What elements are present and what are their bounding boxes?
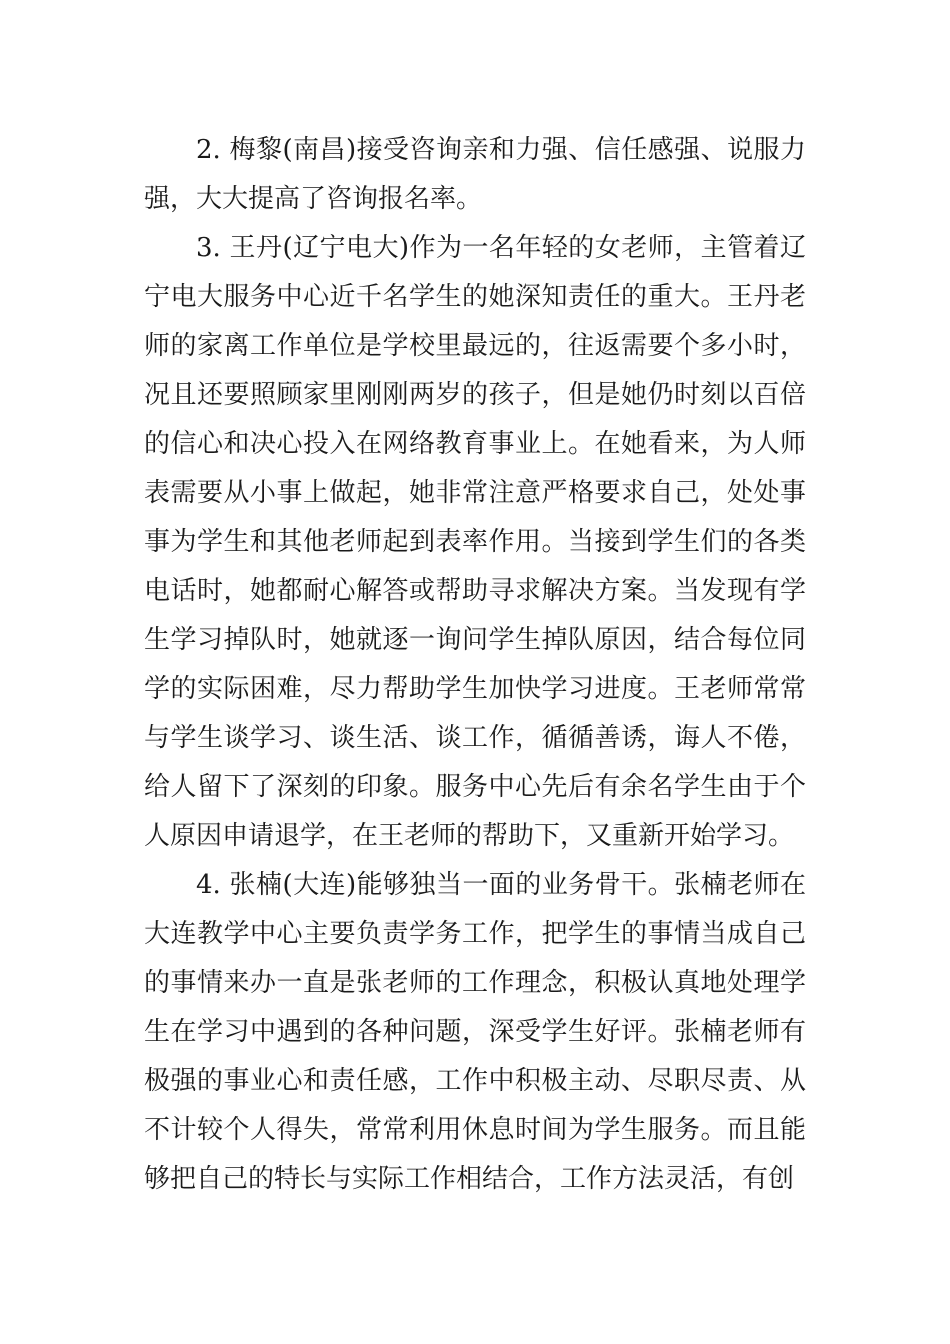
paragraph-zhangnan: 4. 张楠(大连)能够独当一面的业务骨干。张楠老师在大连教学中心主要负责学务工作，把学生的事情当成自己的事情来办一直是张老师的工作理念，积极认真地处理学生在学习中遇到的各种问题，深受学生好评。张楠老师有极强的事业心和责任感，工作中积极主动、尽职尽责、从不计较个人得失，常常利用休息时间为学生服务。而且能够把自己的特长与实际工作相结合，工作方法灵活，有创 — [144, 870, 806, 1194]
paragraph-meili: 2. 梅黎(南昌)接受咨询亲和力强、信任感强、说服力强，大大提高了咨询报名率。 — [144, 135, 806, 214]
paragraph-wangdan: 3. 王丹(辽宁电大)作为一名年轻的女老师，主管着辽宁电大服务中心近千名学生的她深知责任的重大。王丹老师的家离工作单位是学校里最远的，往返需要个多小时，况且还要照顾家里刚刚两岁的孩子，但是她仍时刻以百倍的信心和决心投入在网络教育事业上。在她看来，为人师表需要从小事上做起，她非常注意严格要求自己，处处事事为学生和其他老师起到表率作用。当接到学生们的各类电话时，她都耐心解答或帮助寻求解决方案。当发现有学生学习掉队时，她就逐一询问学生掉队原因，结合每位同学的实际困难，尽力帮助学生加快学习进度。王老师常常与学生谈学习、谈生活、谈工作，循循善诱，诲人不倦，给人留下了深刻的印象。服务中心先后有余名学生由于个人原因申请退学，在王老师的帮助下，又重新开始学习。 — [144, 233, 806, 851]
document-body — [144, 126, 806, 1204]
